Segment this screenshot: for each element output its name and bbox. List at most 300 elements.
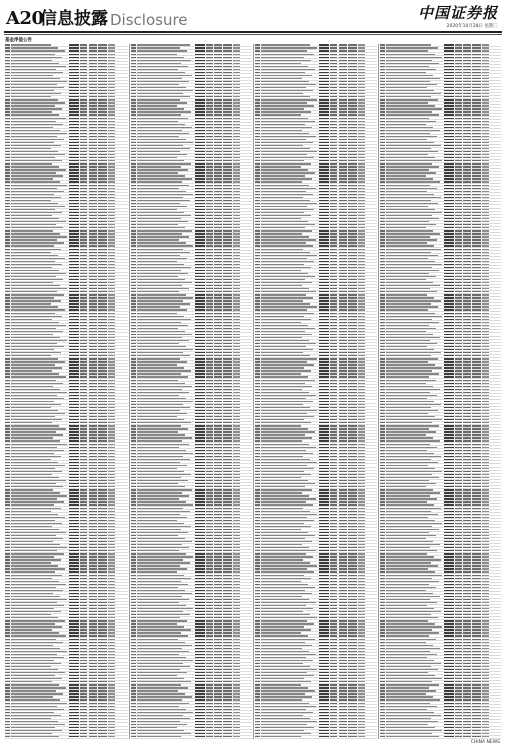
illegible-cell <box>98 587 107 588</box>
illegible-cell <box>131 578 136 579</box>
illegible-cell <box>69 456 79 457</box>
illegible-cell <box>206 66 213 67</box>
illegible-cell <box>69 270 79 271</box>
illegible-cell <box>89 681 97 682</box>
illegible-cell <box>5 550 10 551</box>
illegible-cell <box>11 590 63 591</box>
illegible-cell <box>214 230 222 231</box>
illegible-cell <box>223 663 232 664</box>
illegible-cell <box>330 340 337 341</box>
illegible-cell <box>233 395 240 396</box>
illegible-cell <box>5 121 10 122</box>
illegible-cell <box>195 352 205 353</box>
illegible-cell <box>339 456 347 457</box>
illegible-cell <box>233 99 240 100</box>
illegible-cell <box>11 523 62 524</box>
illegible-cell <box>89 434 97 435</box>
illegible-cell <box>69 233 79 234</box>
illegible-cell <box>11 185 67 186</box>
illegible-cell <box>206 328 213 329</box>
illegible-cell <box>195 200 205 201</box>
illegible-cell <box>89 693 97 694</box>
illegible-cell <box>348 60 357 61</box>
illegible-cell <box>108 645 115 646</box>
illegible-cell <box>223 389 232 390</box>
illegible-cell <box>223 291 232 292</box>
illegible-cell <box>319 188 329 189</box>
illegible-cell <box>206 69 213 70</box>
illegible-cell <box>319 230 329 231</box>
illegible-cell <box>206 108 213 109</box>
illegible-cell <box>206 556 213 557</box>
illegible-cell <box>69 453 79 454</box>
illegible-cell <box>319 206 329 207</box>
illegible-cell <box>319 75 329 76</box>
illegible-cell <box>80 565 87 566</box>
illegible-cell <box>89 392 97 393</box>
illegible-cell <box>108 197 115 198</box>
illegible-cell <box>330 459 337 460</box>
illegible-cell <box>195 245 205 246</box>
illegible-cell <box>98 571 107 572</box>
illegible-cell <box>339 550 347 551</box>
illegible-cell <box>131 605 136 606</box>
illegible-cell <box>255 273 260 274</box>
illegible-cell <box>137 489 192 490</box>
illegible-cell <box>358 511 365 512</box>
illegible-cell <box>5 529 10 530</box>
illegible-cell <box>11 721 58 722</box>
illegible-cell <box>98 133 107 134</box>
illegible-cell <box>137 614 190 615</box>
illegible-cell <box>319 440 329 441</box>
illegible-cell <box>69 459 79 460</box>
illegible-cell <box>11 617 58 618</box>
illegible-cell <box>255 294 260 295</box>
illegible-cell <box>108 96 115 97</box>
illegible-cell <box>89 632 97 633</box>
illegible-cell <box>80 124 87 125</box>
illegible-cell <box>206 550 213 551</box>
illegible-cell <box>195 90 205 91</box>
illegible-cell <box>131 395 136 396</box>
illegible-cell <box>108 568 115 569</box>
illegible-cell <box>261 249 303 250</box>
illegible-cell <box>233 605 240 606</box>
illegible-cell <box>11 398 64 399</box>
illegible-cell <box>11 434 63 435</box>
illegible-cell <box>319 44 329 45</box>
illegible-cell <box>98 578 107 579</box>
illegible-cell <box>206 337 213 338</box>
illegible-cell <box>108 361 115 362</box>
illegible-cell <box>80 550 87 551</box>
illegible-cell <box>98 319 107 320</box>
illegible-cell <box>137 666 190 667</box>
illegible-cell <box>80 544 87 545</box>
illegible-cell <box>206 398 213 399</box>
illegible-cell <box>223 303 232 304</box>
illegible-cell <box>5 364 10 365</box>
illegible-cell <box>261 185 309 186</box>
illegible-cell <box>255 221 260 222</box>
illegible-cell <box>233 690 240 691</box>
illegible-cell <box>108 444 115 445</box>
illegible-cell <box>131 718 136 719</box>
illegible-cell <box>223 626 232 627</box>
illegible-cell <box>206 614 213 615</box>
illegible-cell <box>195 559 205 560</box>
illegible-cell <box>69 367 79 368</box>
illegible-cell <box>195 529 205 530</box>
illegible-cell <box>11 69 56 70</box>
illegible-cell <box>358 313 365 314</box>
illegible-cell <box>348 495 357 496</box>
illegible-cell <box>233 724 240 725</box>
illegible-cell <box>11 556 54 557</box>
illegible-cell <box>137 730 184 731</box>
illegible-cell <box>223 553 232 554</box>
illegible-cell <box>330 139 337 140</box>
illegible-cell <box>11 72 63 73</box>
illegible-cell <box>89 69 97 70</box>
illegible-cell <box>89 118 97 119</box>
illegible-cell <box>98 541 107 542</box>
illegible-cell <box>233 376 240 377</box>
illegible-cell <box>255 87 260 88</box>
illegible-cell <box>131 175 136 176</box>
illegible-cell <box>206 422 213 423</box>
illegible-cell <box>5 191 10 192</box>
illegible-cell <box>223 480 232 481</box>
illegible-cell <box>98 724 107 725</box>
illegible-cell <box>11 99 58 100</box>
illegible-cell <box>195 660 205 661</box>
illegible-cell <box>223 450 232 451</box>
illegible-cell <box>98 486 107 487</box>
illegible-cell <box>214 194 222 195</box>
illegible-cell <box>214 413 222 414</box>
illegible-cell <box>137 395 179 396</box>
illegible-cell <box>319 447 329 448</box>
illegible-cell <box>80 175 87 176</box>
illegible-cell <box>214 504 222 505</box>
illegible-cell <box>330 468 337 469</box>
illegible-cell <box>261 300 303 301</box>
illegible-cell <box>89 267 97 268</box>
illegible-cell <box>69 593 79 594</box>
illegible-cell <box>348 261 357 262</box>
illegible-cell <box>137 401 193 402</box>
illegible-cell <box>339 270 347 271</box>
illegible-cell <box>261 191 306 192</box>
illegible-cell <box>131 486 136 487</box>
illegible-cell <box>330 319 337 320</box>
illegible-cell <box>339 501 347 502</box>
illegible-cell <box>261 437 312 438</box>
illegible-cell <box>223 504 232 505</box>
illegible-cell <box>330 434 337 435</box>
illegible-cell <box>348 121 357 122</box>
illegible-cell <box>233 709 240 710</box>
illegible-cell <box>69 364 79 365</box>
illegible-cell <box>131 422 136 423</box>
illegible-cell <box>339 495 347 496</box>
illegible-cell <box>223 486 232 487</box>
illegible-cell <box>255 63 260 64</box>
illegible-cell <box>261 230 312 231</box>
illegible-cell <box>11 663 61 664</box>
illegible-cell <box>89 605 97 606</box>
illegible-cell <box>330 218 337 219</box>
illegible-cell <box>223 50 232 51</box>
illegible-cell <box>89 285 97 286</box>
illegible-cell <box>195 96 205 97</box>
illegible-cell <box>108 453 115 454</box>
illegible-cell <box>233 523 240 524</box>
illegible-cell <box>223 541 232 542</box>
illegible-cell <box>255 93 260 94</box>
illegible-cell <box>206 303 213 304</box>
illegible-cell <box>137 142 193 143</box>
illegible-cell <box>131 626 136 627</box>
illegible-cell <box>348 532 357 533</box>
illegible-cell <box>69 169 79 170</box>
illegible-cell <box>5 102 10 103</box>
illegible-cell <box>98 654 107 655</box>
illegible-cell <box>330 334 337 335</box>
illegible-cell <box>11 133 67 134</box>
illegible-cell <box>89 370 97 371</box>
illegible-cell <box>214 209 222 210</box>
illegible-cell <box>108 203 115 204</box>
illegible-cell <box>255 194 260 195</box>
illegible-cell <box>195 224 205 225</box>
illegible-cell <box>348 401 357 402</box>
illegible-cell <box>11 632 59 633</box>
illegible-cell <box>223 188 232 189</box>
illegible-cell <box>98 96 107 97</box>
illegible-cell <box>255 386 260 387</box>
illegible-cell <box>261 337 302 338</box>
illegible-cell <box>137 486 185 487</box>
illegible-cell <box>11 410 58 411</box>
illegible-cell <box>206 157 213 158</box>
illegible-cell <box>108 255 115 256</box>
illegible-cell <box>80 54 87 55</box>
illegible-cell <box>137 639 178 640</box>
illegible-cell <box>11 565 58 566</box>
illegible-cell <box>137 157 177 158</box>
illegible-cell <box>89 81 97 82</box>
illegible-cell <box>5 142 10 143</box>
illegible-cell <box>214 203 222 204</box>
illegible-cell <box>69 178 79 179</box>
illegible-cell <box>5 63 10 64</box>
illegible-cell <box>206 392 213 393</box>
illegible-cell <box>214 666 222 667</box>
illegible-cell <box>330 93 337 94</box>
illegible-cell <box>223 316 232 317</box>
illegible-cell <box>348 508 357 509</box>
illegible-cell <box>223 392 232 393</box>
illegible-cell <box>261 361 307 362</box>
illegible-cell <box>137 87 186 88</box>
illegible-cell <box>5 568 10 569</box>
illegible-cell <box>89 422 97 423</box>
illegible-cell <box>137 498 179 499</box>
illegible-cell <box>80 498 87 499</box>
illegible-cell <box>206 102 213 103</box>
illegible-cell <box>11 730 62 731</box>
illegible-cell <box>223 340 232 341</box>
illegible-cell <box>348 291 357 292</box>
illegible-cell <box>80 620 87 621</box>
illegible-cell <box>255 209 260 210</box>
illegible-cell <box>69 267 79 268</box>
illegible-cell <box>5 474 10 475</box>
illegible-cell <box>206 587 213 588</box>
illegible-cell <box>348 111 357 112</box>
illegible-cell <box>80 294 87 295</box>
illegible-cell <box>98 194 107 195</box>
illegible-cell <box>255 459 260 460</box>
illegible-cell <box>98 596 107 597</box>
illegible-cell <box>195 380 205 381</box>
illegible-cell <box>89 203 97 204</box>
illegible-cell <box>80 602 87 603</box>
illegible-cell <box>89 471 97 472</box>
illegible-cell <box>339 422 347 423</box>
illegible-cell <box>319 172 329 173</box>
illegible-cell <box>223 249 232 250</box>
illegible-cell <box>137 550 179 551</box>
illegible-cell <box>108 258 115 259</box>
illegible-cell <box>195 450 205 451</box>
illegible-cell <box>233 626 240 627</box>
illegible-cell <box>319 227 329 228</box>
illegible-cell <box>233 245 240 246</box>
illegible-cell <box>214 684 222 685</box>
illegible-cell <box>137 568 187 569</box>
illegible-cell <box>206 590 213 591</box>
illegible-cell <box>223 465 232 466</box>
illegible-cell <box>348 313 357 314</box>
illegible-cell <box>330 133 337 134</box>
illegible-cell <box>261 523 304 524</box>
illegible-cell <box>5 544 10 545</box>
illegible-cell <box>348 416 357 417</box>
illegible-cell <box>223 511 232 512</box>
illegible-cell <box>330 142 337 143</box>
illegible-cell <box>108 273 115 274</box>
illegible-cell <box>131 242 136 243</box>
illegible-cell <box>255 376 260 377</box>
illegible-cell <box>131 267 136 268</box>
illegible-cell <box>69 581 79 582</box>
illegible-cell <box>89 712 97 713</box>
illegible-cell <box>195 687 205 688</box>
illegible-cell <box>69 498 79 499</box>
illegible-cell <box>319 477 329 478</box>
listing-column <box>253 44 378 739</box>
illegible-cell <box>261 47 317 48</box>
illegible-cell <box>330 395 337 396</box>
illegible-cell <box>206 50 213 51</box>
illegible-cell <box>223 364 232 365</box>
illegible-cell <box>137 584 188 585</box>
illegible-cell <box>11 544 60 545</box>
illegible-cell <box>261 453 313 454</box>
illegible-cell <box>233 249 240 250</box>
illegible-cell <box>89 666 97 667</box>
illegible-cell <box>206 172 213 173</box>
illegible-cell <box>108 544 115 545</box>
illegible-cell <box>206 632 213 633</box>
illegible-cell <box>11 386 53 387</box>
illegible-cell <box>206 389 213 390</box>
illegible-cell <box>69 492 79 493</box>
illegible-cell <box>108 389 115 390</box>
illegible-cell <box>206 163 213 164</box>
illegible-cell <box>348 456 357 457</box>
illegible-cell <box>319 300 329 301</box>
illegible-cell <box>89 456 97 457</box>
illegible-cell <box>89 703 97 704</box>
illegible-cell <box>108 185 115 186</box>
illegible-cell <box>108 514 115 515</box>
illegible-cell <box>233 108 240 109</box>
illegible-cell <box>89 407 97 408</box>
illegible-cell <box>98 642 107 643</box>
illegible-cell <box>98 148 107 149</box>
illegible-cell <box>98 346 107 347</box>
illegible-cell <box>319 157 329 158</box>
illegible-cell <box>195 605 205 606</box>
illegible-cell <box>195 398 205 399</box>
illegible-cell <box>80 328 87 329</box>
illegible-cell <box>319 437 329 438</box>
illegible-cell <box>255 206 260 207</box>
illegible-cell <box>98 203 107 204</box>
illegible-cell <box>255 81 260 82</box>
illegible-cell <box>108 629 115 630</box>
illegible-cell <box>80 526 87 527</box>
illegible-cell <box>195 151 205 152</box>
illegible-cell <box>98 376 107 377</box>
illegible-cell <box>348 178 357 179</box>
illegible-cell <box>11 221 66 222</box>
illegible-cell <box>339 130 347 131</box>
illegible-cell <box>223 267 232 268</box>
illegible-cell <box>330 313 337 314</box>
illegible-cell <box>319 471 329 472</box>
illegible-cell <box>80 504 87 505</box>
illegible-cell <box>137 154 187 155</box>
illegible-cell <box>319 221 329 222</box>
illegible-cell <box>5 151 10 152</box>
illegible-cell <box>137 380 178 381</box>
illegible-cell <box>137 313 177 314</box>
illegible-cell <box>339 145 347 146</box>
illegible-cell <box>339 370 347 371</box>
illegible-cell <box>137 291 179 292</box>
illegible-cell <box>137 50 187 51</box>
illegible-cell <box>108 587 115 588</box>
illegible-cell <box>214 282 222 283</box>
illegible-cell <box>206 325 213 326</box>
illegible-cell <box>206 605 213 606</box>
